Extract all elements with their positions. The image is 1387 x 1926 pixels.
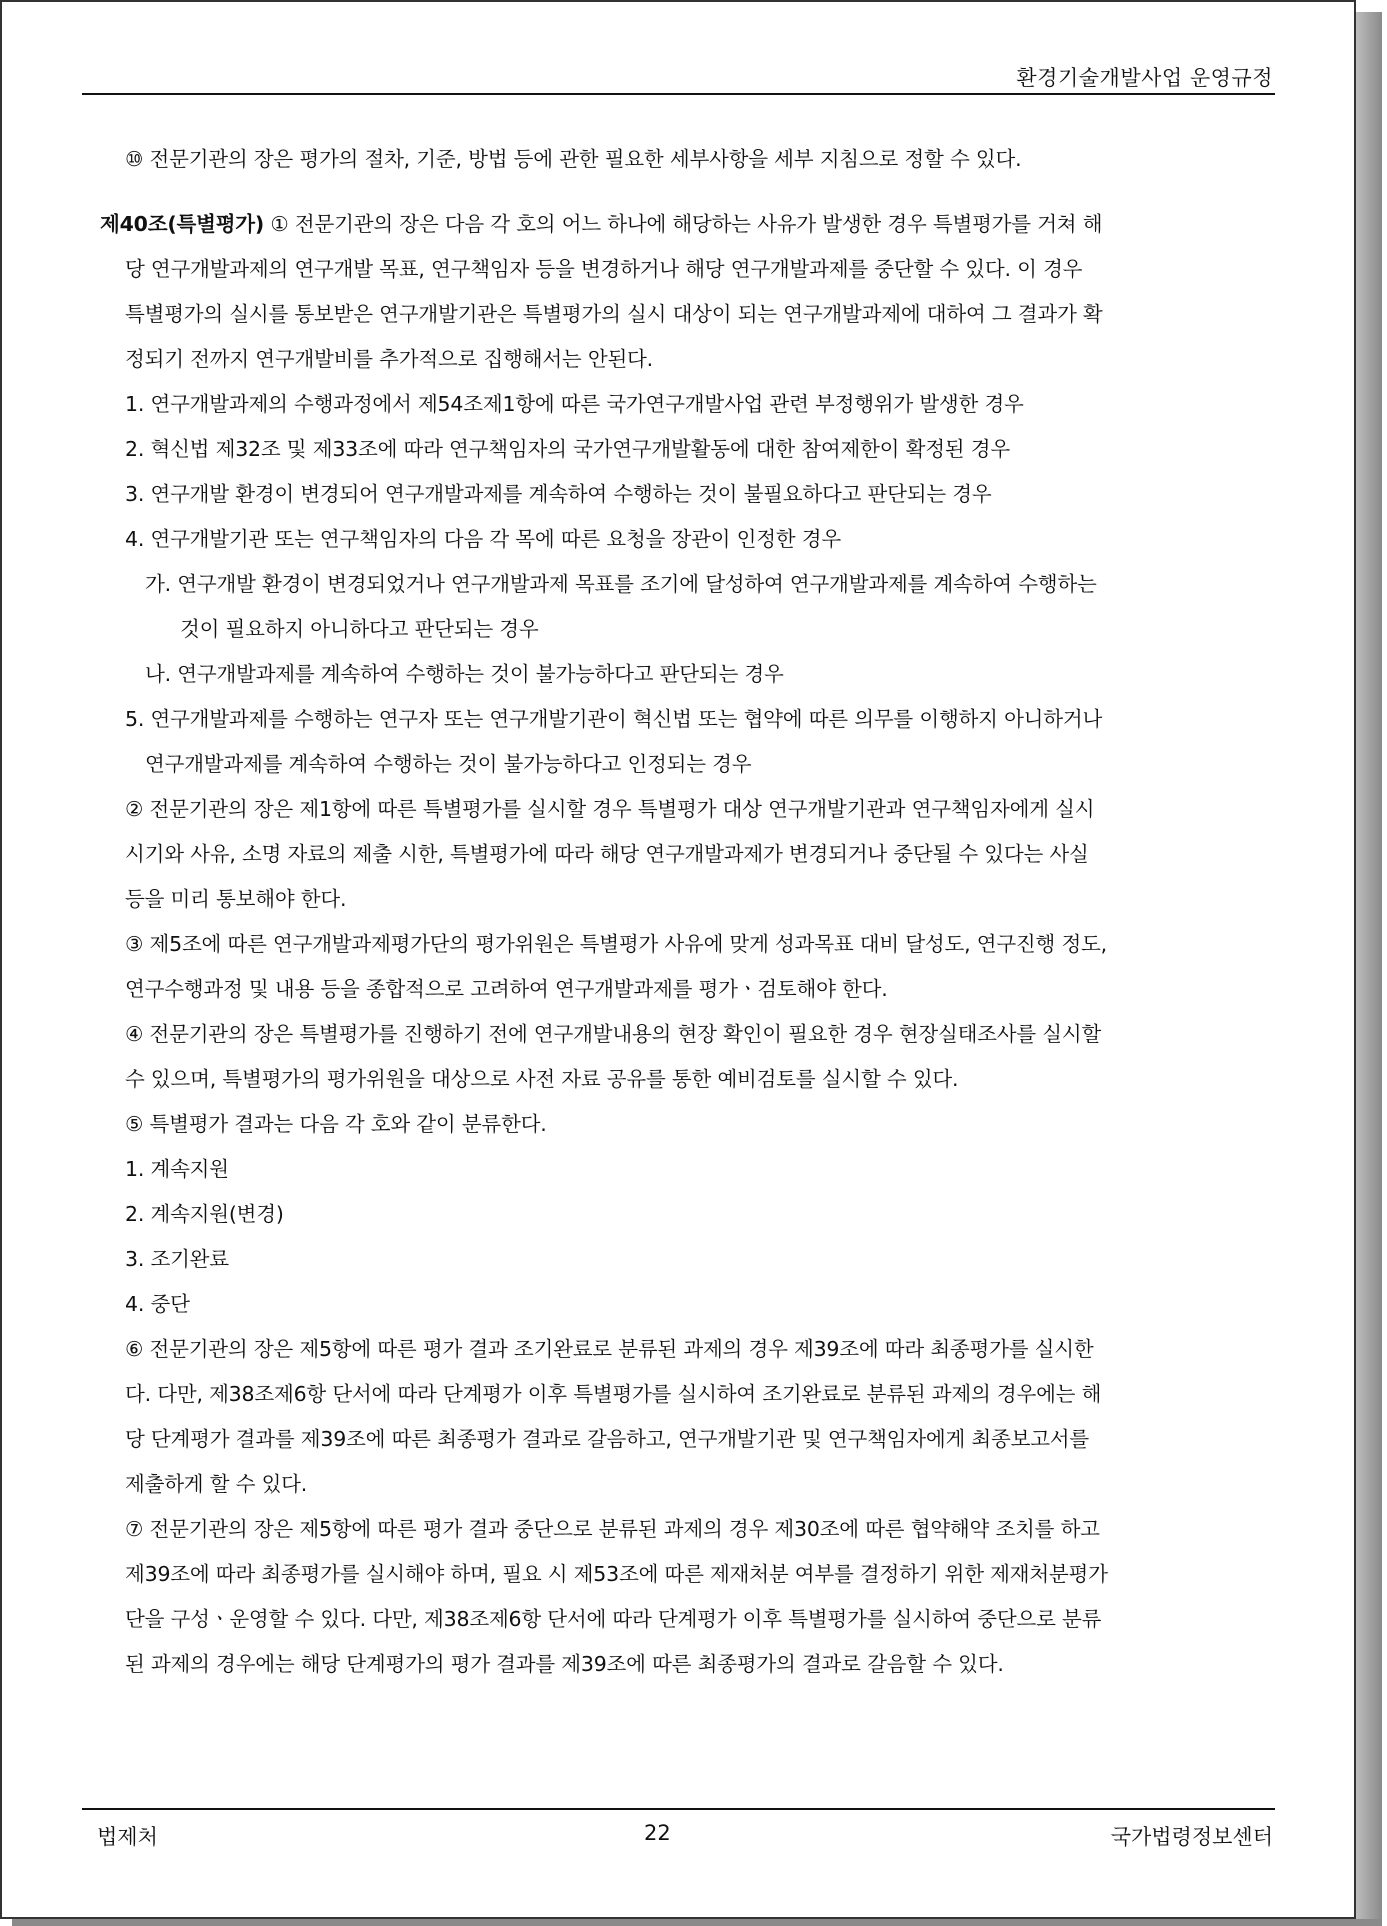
page-border-right (1354, 0, 1356, 1919)
footer-source: 법제처 (97, 1825, 158, 1849)
document-body (100, 137, 1280, 1687)
list-item-1: 1. 연구개발과제의 수행과정에서 제54조제1항에 따른 국가연구개발사업 관련 부정행위가 발생한 경우 (125, 392, 1024, 416)
paragraph-7-line-1: ⑦ 전문기관의 장은 제5항에 따른 평가 결과 중단으로 분류된 과제의 경우 제30조에 따른 협약해약 조치를 하고 (125, 1517, 1100, 1541)
paragraph-2-line-2: 시기와 사유, 소명 자료의 제출 시한, 특별평가에 따라 해당 연구개발과제가 변경되거나 중단될 수 있다는 사실 (125, 842, 1089, 866)
article-40-line-3: 특별평가의 실시를 통보받은 연구개발기관은 특별평가의 실시 대상이 되는 연구개발과제에 대하여 그 결과가 확 (125, 302, 1103, 326)
result-item-1: 1. 계속지원 (125, 1157, 229, 1181)
paragraph-7-line-4: 된 과제의 경우에는 해당 단계평가의 평가 결과를 제39조에 따른 최종평가의 결과로 갈음할 수 있다. (125, 1652, 1004, 1676)
list-item-4: 4. 연구개발기관 또는 연구책임자의 다음 각 목에 따른 요청을 장관이 인정한 경우 (125, 527, 841, 551)
paragraph-2-line-3: 등을 미리 통보해야 한다. (125, 887, 347, 911)
article-40-title: 제40조(특별평가) (100, 212, 265, 236)
paragraph-3-line-1: ③ 제5조에 따른 연구개발과제평가단의 평가위원은 특별평가 사유에 맞게 성과목표 대비 달성도, 연구진행 정도, (125, 932, 1107, 956)
paragraph-6-line-2: 다. 다만, 제38조제6항 단서에 따라 단계평가 이후 특별평가를 실시하여 조기완료로 분류된 과제의 경우에는 해 (125, 1382, 1102, 1406)
result-item-2: 2. 계속지원(변경) (125, 1202, 284, 1226)
paragraph-7-line-3: 단을 구성ㆍ운영할 수 있다. 다만, 제38조제6항 단서에 따라 단계평가 이후 특별평가를 실시하여 중단으로 분류 (125, 1607, 1102, 1631)
header-title: 환경기술개발사업 운영규정 (1016, 66, 1273, 90)
article-40-line-4: 정되기 전까지 연구개발비를 추가적으로 집행해서는 안된다. (125, 347, 653, 371)
footer-publisher: 국가법령정보센터 (1110, 1825, 1273, 1849)
list-item-2: 2. 혁신법 제32조 및 제33조에 따라 연구책임자의 국가연구개발활동에 대한 참여제한이 확정된 경우 (125, 437, 1010, 461)
page-number: 22 (644, 1821, 671, 1845)
article-40-line-2: 당 연구개발과제의 연구개발 목표, 연구책임자 등을 변경하거나 해당 연구개발과제를 중단할 수 있다. 이 경우 (125, 257, 1083, 281)
result-item-3: 3. 조기완료 (125, 1247, 229, 1271)
page-border-bottom (0, 1917, 1356, 1919)
result-item-4: 4. 중단 (125, 1292, 190, 1316)
paragraph-7-line-2: 제39조에 따라 최종평가를 실시해야 하며, 필요 시 제53조에 따른 제재처분 여부를 결정하기 위한 제재처분평가 (125, 1562, 1108, 1586)
article-40-line-1 (100, 202, 1280, 247)
paragraph-6-line-3: 당 단계평가 결과를 제39조에 따른 최종평가 결과로 갈음하고, 연구개발기관 및 연구책임자에게 최종보고서를 (125, 1427, 1090, 1451)
article-40-text: ① 전문기관의 장은 다음 각 호의 어느 하나에 해당하는 사유가 발생한 경우 특별평가를 거쳐 해 (264, 212, 1103, 236)
page-shadow-right (1356, 12, 1382, 1924)
page-shadow-bottom (12, 1919, 1382, 1926)
paragraph-6-line-4: 제출하게 할 수 있다. (125, 1472, 308, 1496)
list-item-3: 3. 연구개발 환경이 변경되어 연구개발과제를 계속하여 수행하는 것이 불필요하다고 판단되는 경우 (125, 482, 992, 506)
paragraph-3-line-2: 연구수행과정 및 내용 등을 종합적으로 고려하여 연구개발과제를 평가ㆍ검토해야 한다. (125, 977, 888, 1001)
paragraph-6-line-1: ⑥ 전문기관의 장은 제5항에 따른 평가 결과 조기완료로 분류된 과제의 경우 제39조에 따라 최종평가를 실시한 (125, 1337, 1094, 1361)
paragraph-2-line-1: ② 전문기관의 장은 제1항에 따른 특별평가를 실시할 경우 특별평가 대상 연구개발기관과 연구책임자에게 실시 (125, 797, 1095, 821)
header-rule (82, 93, 1275, 95)
sub-item-ga-line-1: 가. 연구개발 환경이 변경되었거나 연구개발과제 목표를 조기에 달성하여 연구개발과제를 계속하여 수행하는 (145, 572, 1097, 596)
paragraph-5: ⑤ 특별평가 결과는 다음 각 호와 같이 분류한다. (125, 1112, 547, 1136)
list-item-5-line-2: 연구개발과제를 계속하여 수행하는 것이 불가능하다고 인정되는 경우 (145, 752, 752, 776)
sub-item-na: 나. 연구개발과제를 계속하여 수행하는 것이 불가능하다고 판단되는 경우 (145, 662, 784, 686)
paragraph-10: ⑩ 전문기관의 장은 평가의 절차, 기준, 방법 등에 관한 필요한 세부사항을 세부 지침으로 정할 수 있다. (125, 147, 1022, 171)
list-item-5-line-1: 5. 연구개발과제를 수행하는 연구자 또는 연구개발기관이 혁신법 또는 협약에 따른 의무를 이행하지 아니하거나 (125, 707, 1103, 731)
sub-item-ga-line-2: 것이 필요하지 아니하다고 판단되는 경우 (180, 617, 539, 641)
paragraph-4-line-1: ④ 전문기관의 장은 특별평가를 진행하기 전에 연구개발내용의 현장 확인이 필요한 경우 현장실태조사를 실시할 (125, 1022, 1102, 1046)
paragraph-4-line-2: 수 있으며, 특별평가의 평가위원을 대상으로 사전 자료 공유를 통한 예비검토를 실시할 수 있다. (125, 1067, 959, 1091)
footer-rule (82, 1808, 1275, 1810)
